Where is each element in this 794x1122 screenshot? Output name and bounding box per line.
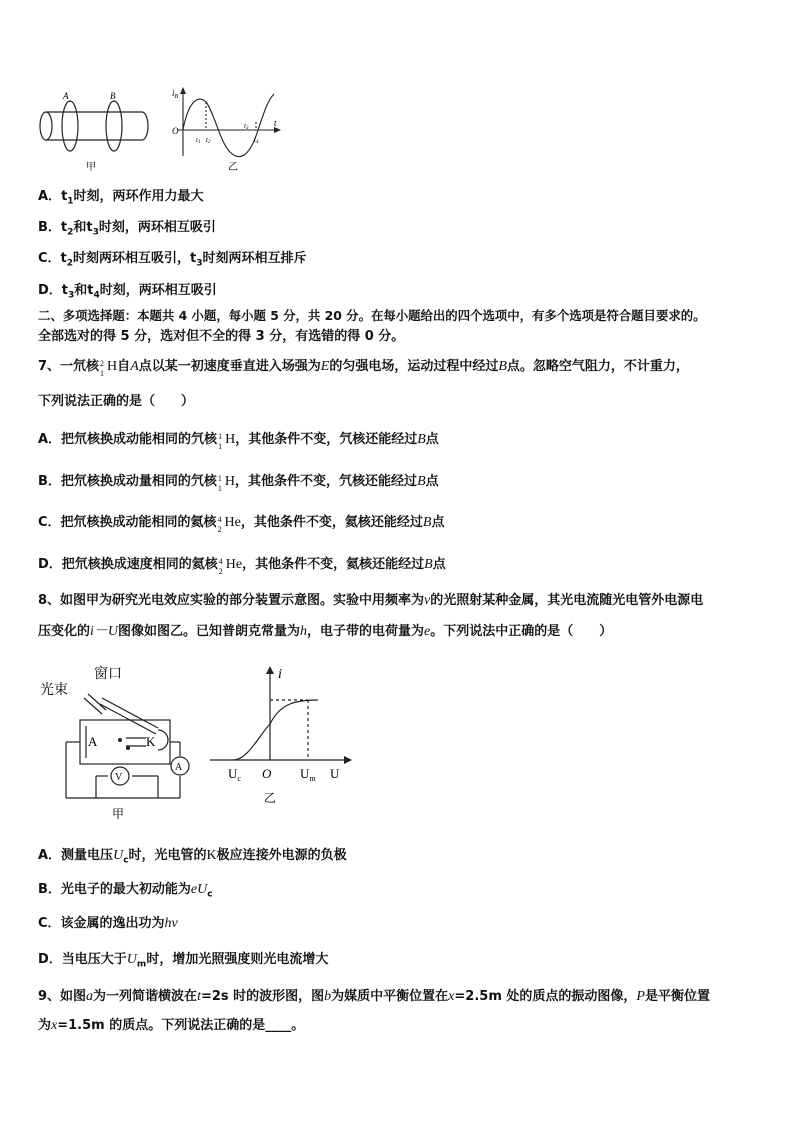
q6-option-d: D．$t_3$和$t_4$时刻，两环相互吸引 — [38, 283, 217, 301]
q7-option-d: D．把氘核换成速度相同的氦核 4 2 He，其他条件不变，氦核还能经过B点 — [38, 557, 446, 576]
label-ammeter: A — [175, 762, 183, 773]
q8-option-c: C．该金属的逸出功为hν — [38, 916, 178, 931]
um-label: $U_m$ — [300, 766, 316, 783]
q8-option-d: D．当电压大于$U_m$时，增加光照强度则光电流增大 — [38, 952, 329, 970]
q7-option-b: B．把氘核换成动量相同的氕核 1 1 H，其他条件不变，氕核还能经过B点 — [38, 474, 439, 493]
q9-stem-line1: 9、如图a为一列简谐横波在t=2s 时的波形图，图b为媒质中平衡位置在x=2.5m 处的质点的振动图像，P是平衡位置 — [38, 989, 710, 1004]
answer-blank[interactable]: ____ — [265, 1018, 292, 1033]
axis-u-label: U — [330, 766, 340, 781]
caption-yi-2: 乙 — [264, 791, 277, 805]
q6-option-b: B．$t_2$和$t_3$时刻，两环相互吸引 — [38, 220, 216, 238]
caption-jia-2: 甲 — [112, 807, 125, 821]
caption-jia: 甲 — [86, 162, 96, 173]
q6-option-a: A．$t_1$时刻，两环作用力最大 — [38, 189, 204, 207]
caption-yi: 乙 — [228, 162, 238, 173]
section2-line1: 二、多项选择题：本题共 4 小题，每小题 5 分，共 20 分。在每小题给出的四个选项中，有多个选项是符合题目要求的。 — [38, 308, 706, 323]
graph-origin: O — [172, 126, 179, 136]
axis-i-label: i — [278, 667, 282, 682]
uc-label: $U_c$ — [228, 766, 241, 783]
label-anode: A — [88, 734, 98, 749]
graph-axis-t: t — [274, 118, 277, 128]
current-graph — [178, 90, 278, 157]
figure-rings-and-current-graph — [38, 82, 298, 182]
label-cathode: K — [146, 734, 156, 749]
label-voltmeter: V — [115, 772, 123, 783]
q7-stem-line1: 7、一氘核 2 1 H自A点以某一初速度垂直进入场强为E的匀强电场，运动过程中经过B点。忽略空气阻力，不计重力， — [38, 359, 689, 378]
graph-t1: t1 — [196, 136, 201, 145]
q9-stem-line2: 为x=1.5m 的质点。下列说法正确的是____。 — [38, 1018, 305, 1033]
photoelectric-tube-circuit — [66, 694, 189, 798]
q6-option-c: C．$t_2$时刻两环相互吸引，$t_3$时刻两环相互排斥 — [38, 251, 307, 269]
q8-stem-line1: 8、如图甲为研究光电效应实验的部分装置示意图。实验中用频率为ν的光照射某种金属，其光电流随光电管外电源电 — [38, 593, 704, 608]
solenoid-drawing — [40, 101, 148, 151]
origin-label: O — [262, 766, 272, 781]
section2-line2: 全部选对的得 5 分，选对但不全的得 3 分，有选错的得 0 分。 — [38, 329, 405, 344]
label-beam: 光束 — [40, 683, 68, 698]
iu-graph — [210, 670, 348, 760]
figure-photoelectric — [38, 664, 358, 824]
ring-b-label: B — [110, 91, 116, 101]
graph-t3: t3 — [244, 122, 249, 131]
q7-stem-line2: 下列说法正确的是（ ） — [38, 394, 195, 409]
label-window: 窗口 — [94, 667, 122, 682]
graph-axis-i: $i_B$ — [172, 88, 179, 100]
q8-option-a: A．测量电压$U_c$时，光电管的K极应连接外电源的负极 — [38, 848, 347, 866]
q7-option-c: C．把氘核换成动能相同的氦核 4 2 He，其他条件不变，氦核还能经过B点 — [38, 515, 445, 534]
graph-t2: t2 — [206, 136, 211, 145]
ring-a-label: A — [63, 91, 69, 101]
q8-stem-line2: 压变化的i－U图像如图乙。已知普朗克常量为h，电子带的电荷量为e。下列说法中正确的是（ ） — [38, 624, 613, 639]
q7-option-a: A．把氘核换成动能相同的氕核 1 1 H，其他条件不变，氕核还能经过B点 — [38, 432, 439, 451]
q8-option-b: B．光电子的最大初动能为$eU_c$ — [38, 882, 213, 900]
graph-t4: t4 — [254, 136, 259, 145]
